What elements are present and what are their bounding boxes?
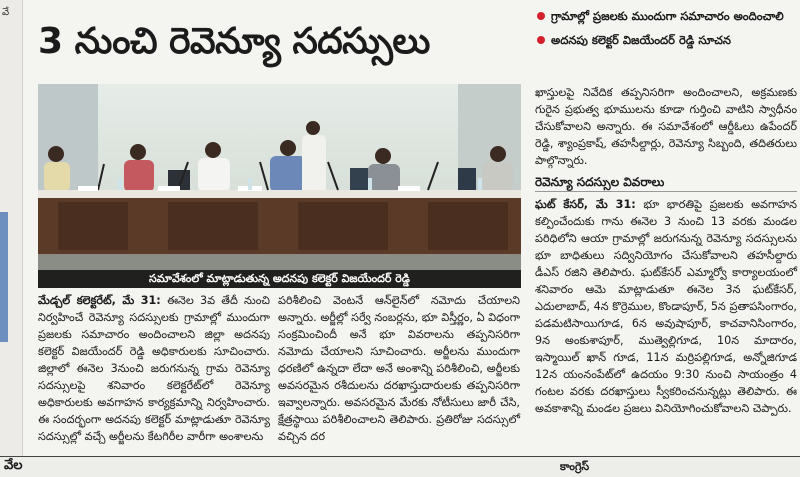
- next-headline-fragment: కాంగ్రెస్: [560, 460, 590, 473]
- article-paragraph: [535, 196, 797, 417]
- sub-heading: రెవెన్యూ సదస్సుల వివరాలు: [535, 173, 797, 192]
- article-text: ఖాస్తులపై నివేదిక తప్పనిసరిగా అందించాలని, అక్రమణకు గురైన ప్రభుత్వ భూములను కూడా గుర్తించి వాటిని స్వాధీనం చేసుకోవాలని అన్నారు. ఈ సమావేశంలో ఆర్డీఓలు ఉపేందర్ రెడ్డి, శ్యాంప్రకాష్, తహసీల్దార్లు, రెవెన్యూ సిబ్బంది, తదితరులు పాల్గొన్నారు.: [535, 86, 797, 167]
- article-paragraph: [38, 292, 270, 445]
- next-article-strip: [0, 457, 800, 477]
- article-headline: 3 నుంచి రెవెన్యూ సదస్సులు: [38, 21, 430, 62]
- adjacent-text-fragment: వే: [2, 7, 10, 18]
- meeting-photo: [38, 84, 521, 270]
- article-column-3-top: [535, 84, 797, 169]
- bullet-point: గ్రామాల్లో ప్రజలకు ముందుగా సమాచారం అందించాలి: [535, 8, 797, 25]
- photo-caption: సమావేశంలో మాట్లాడుతున్న అదనపు కలెక్టర్ విజయేందర్ రెడ్డి: [38, 270, 521, 288]
- meeting-photo-illustration: [38, 84, 521, 270]
- next-headline-fragment: వేల: [4, 458, 23, 473]
- article-text: భూ భారతిపై ప్రజలకు అవగాహన కల్పించేందుకు గాను ఈనెల 3 నుంచి 13 వరకు మండల పరిధిలోని ఆయా గ్రామాల్లో జరుగనున్న రెవెన్యూ సదస్సులను భూ బాధితులు సద్వినియోగం చేసుకోవాలని తహసీల్దారు డీఎస్ రజిని తెలిపారు. ఘట్‌కేసర్ ఎమ్మార్వో కార్యాలయంలో శనివారం ఆమె మాట్లాడుతూ ఈనెల 3న ఘట్‌కేసర్, ఎదులాబాద్, 4న కొర్రెముల, కొండాపూర్, 5న ప్రతాపసింగారం, పడమటిసాయిగూడ, 6న అవుషాపూర్, కాచవానిసింగారం, 9న అంకుశాపూర్, ముత్వెల్లిగూడ, 10న మాదారం, ఇస్మాయిల్ ఖాన్ గూడ, 11న మర్రిపల్లిగూడ, అన్నోజిగూడ 12న యంనంపేట్‌లో ఉదయం 9:30 నుంచి సాయంత్రం 4 గంటల వరకు దరఖాస్తులు స్వీకరించనున్నట్లు తెలిపారు. ఈ అవకాశాన్ని మండల ప్రజలు వినియోగించుకోవాలని చెప్పారు.: [535, 198, 797, 415]
- article-text: పరిశీలించి వెంటనే ఆన్‌లైన్‌లో నమోదు చేయాలని అన్నారు. అర్జీల్లో సర్వే నంబర్లను, భూ విస్తీర్ణం, ఏ విధంగా సంక్రమించిందీ అనే భూ వివరాలను తప్పనిసరిగా నమోదు చేయాలని సూచించారు. అర్జీలను ముందుగా ధరణిలో ఉన్నదా లేదా అనే అంశాన్ని పరిశీలించి, అర్జీలకు అవసరమైన రశీదులను దరఖాస్తుదారులకు తప్పనిసరిగా ఇవ్వాలన్నారు. అవసరమైన మేరకు నోటీసులు జారీ చేసి, క్షేత్రస్థాయి పరిశీలించాలని తెలిపారు. ప్రతిరోజు సదస్సులో వచ్చిన దర: [278, 294, 520, 443]
- dateline: మేడ్చల్ కలెక్టరేట్, మే 31:: [38, 294, 161, 307]
- article-column-1: [38, 292, 270, 445]
- dateline: ఘట్ కేసర్, మే 31:: [535, 198, 636, 211]
- article-text: ఈనెల 3వ తేదీ నుంచి నిర్వహించే రెవెన్యూ సదస్సులకు గ్రామాల్లో ముందుగా ప్రజలకు సమాచారం అందించాలని జిల్లా అదనపు కలెక్టర్ విజయేందర్ రెడ్డి అధికారులకు సూచించారు. జిల్లాలో ఈనెల 3నుంచి జరుగనున్న గ్రామ రెవెన్యూ సదస్సులపై శనివారం కలెక్టరేట్‌లో రెవెన్యూ అధికారులకు అవగాహన కార్యక్రమాన్ని నిర్వహించారు. ఈ సందర్భంగా అదనపు కలెక్టర్ మాట్లాడుతూ రెవెన్యూ సదస్సుల్లో వచ్చే అర్జీలను కేటగిరీల వారీగా అంశాలను: [38, 294, 271, 443]
- highlight-bullets: [535, 8, 797, 56]
- bullet-point: అదనపు కలెక్టర్ విజయేందర్ రెడ్డి సూచన: [535, 32, 797, 49]
- article-column-2: [278, 292, 520, 445]
- adjacent-column-strip: [0, 0, 23, 477]
- adjacent-photo-fragment: [0, 212, 8, 342]
- article-column-3-bottom: [535, 196, 797, 417]
